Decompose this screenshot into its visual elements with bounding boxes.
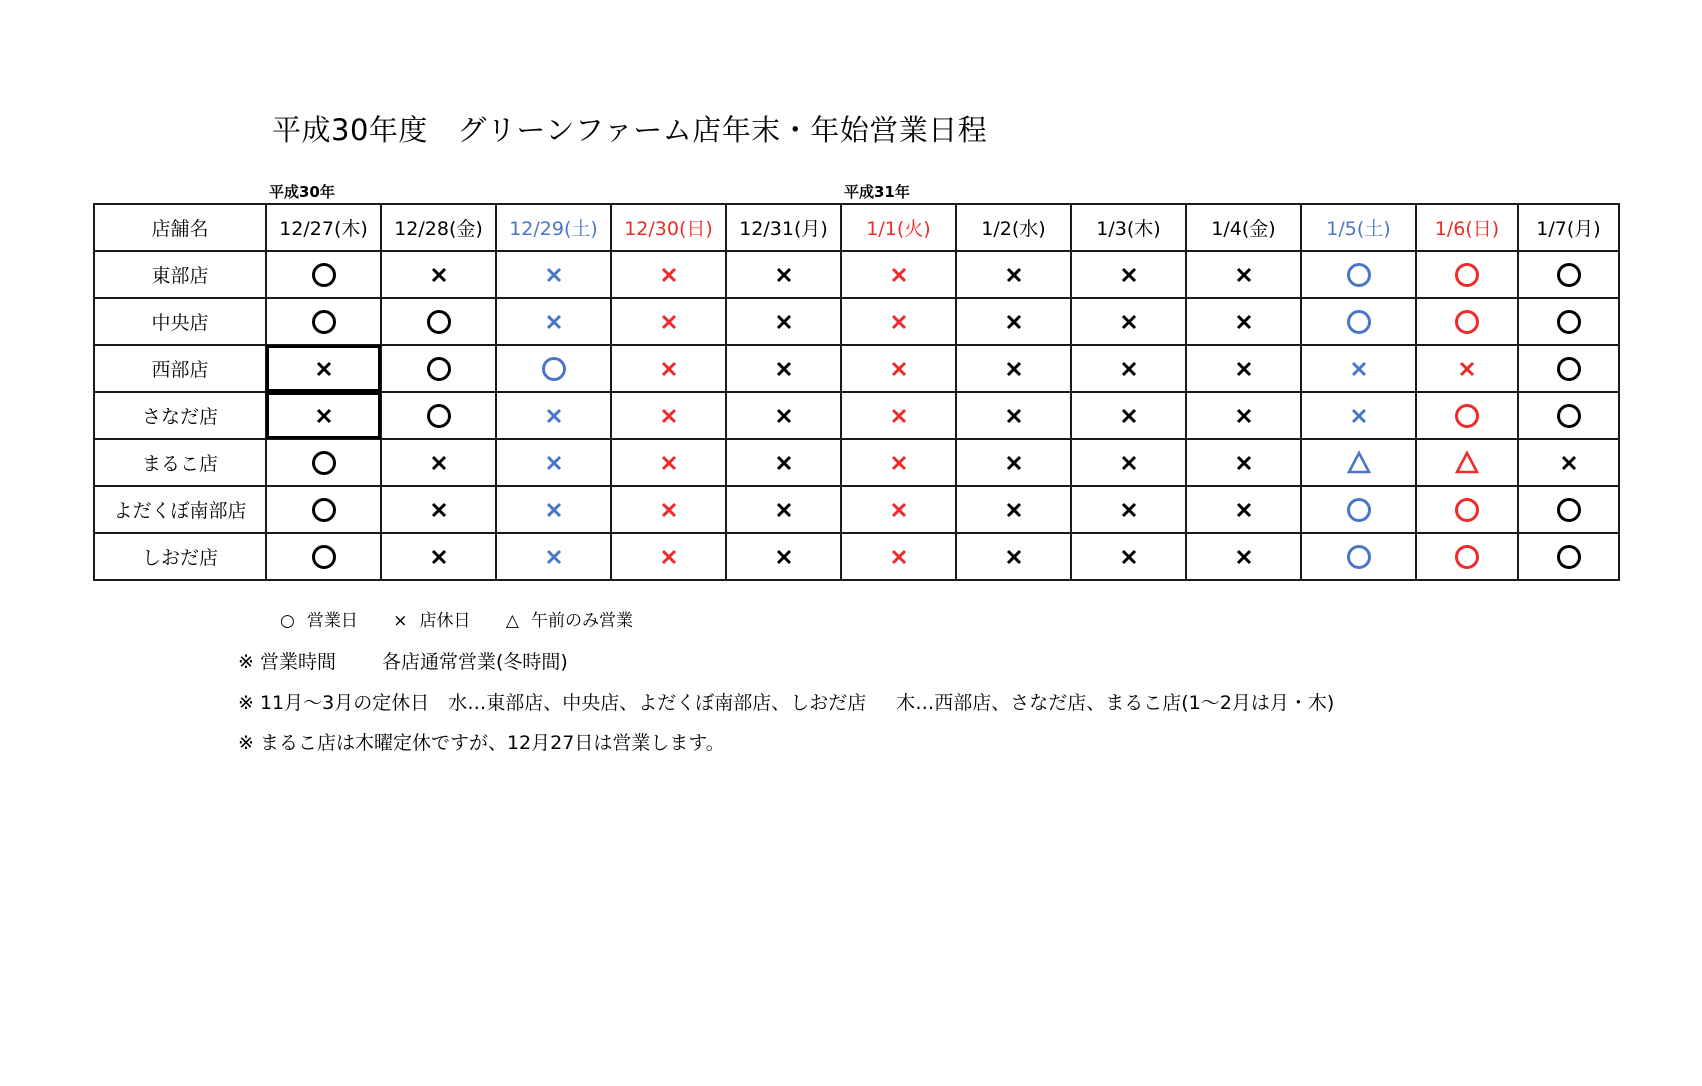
date-header: 12/28(金) xyxy=(381,204,496,251)
schedule-cell xyxy=(841,533,956,580)
schedule-cell xyxy=(1518,439,1619,486)
schedule-cell xyxy=(841,345,956,392)
schedule-cell xyxy=(381,298,496,345)
schedule-cell xyxy=(1071,486,1186,533)
cross-icon xyxy=(1114,260,1144,290)
schedule-cell xyxy=(496,533,611,580)
schedule-cell xyxy=(381,439,496,486)
schedule-cell xyxy=(726,251,841,298)
cross-icon xyxy=(1114,354,1144,384)
circle-icon xyxy=(1344,307,1374,337)
schedule-cell xyxy=(1301,251,1416,298)
schedule-cell xyxy=(726,298,841,345)
schedule-cell xyxy=(841,251,956,298)
note-holiday-prefix: ※ 11月～3月の定休日 水…東部店、中央店、よだくぼ南部店、しおだ店 xyxy=(238,692,867,714)
cross-icon xyxy=(884,495,914,525)
date-header: 12/30(日) xyxy=(611,204,726,251)
store-name-header: 店舗名 xyxy=(94,204,266,251)
page-title: 平成30年度 グリーンファーム店年末・年始営業日程 xyxy=(272,113,988,147)
schedule-cell xyxy=(381,251,496,298)
schedule-cell xyxy=(1416,251,1518,298)
triangle-icon xyxy=(1344,448,1374,478)
cross-icon xyxy=(539,542,569,572)
schedule-cell xyxy=(1518,486,1619,533)
schedule-cell xyxy=(1071,533,1186,580)
cross-icon xyxy=(424,495,454,525)
cross-icon xyxy=(769,307,799,337)
schedule-cell xyxy=(1416,486,1518,533)
circle-icon xyxy=(309,448,339,478)
table-row xyxy=(94,486,1619,533)
cross-icon xyxy=(424,542,454,572)
schedule-cell xyxy=(1301,486,1416,533)
cross-icon xyxy=(1229,260,1259,290)
schedule-cell xyxy=(496,345,611,392)
schedule-cell xyxy=(611,298,726,345)
legend-open-label: 営業日 xyxy=(306,611,358,631)
cross-icon xyxy=(1229,542,1259,572)
schedule-cell xyxy=(611,533,726,580)
cross-icon xyxy=(884,307,914,337)
table-row xyxy=(94,533,1619,580)
circle-icon xyxy=(424,354,454,384)
cross-icon xyxy=(424,260,454,290)
schedule-cell xyxy=(1186,533,1301,580)
circle-icon xyxy=(1344,542,1374,572)
date-header: 1/5(土) xyxy=(1301,204,1416,251)
schedule-cell xyxy=(956,251,1071,298)
circle-icon xyxy=(424,401,454,431)
schedule-cell xyxy=(611,439,726,486)
circle-icon xyxy=(309,495,339,525)
era-label-heisei31: 平成31年 xyxy=(844,183,910,201)
date-header: 1/3(木) xyxy=(1071,204,1186,251)
store-name-cell: さなだ店 xyxy=(94,392,266,439)
circle-icon xyxy=(1554,542,1584,572)
note-hours-text: 各店通常営業(冬時間) xyxy=(381,651,568,673)
cross-icon xyxy=(309,354,339,384)
cross-icon xyxy=(884,260,914,290)
schedule-cell xyxy=(266,251,381,298)
cross-icon xyxy=(1229,307,1259,337)
schedule-cell xyxy=(1301,533,1416,580)
date-header: 1/7(月) xyxy=(1518,204,1619,251)
schedule-cell xyxy=(496,298,611,345)
schedule-cell xyxy=(1518,533,1619,580)
schedule-cell xyxy=(1416,345,1518,392)
circle-icon xyxy=(1452,495,1482,525)
schedule-cell xyxy=(1301,298,1416,345)
cross-icon xyxy=(999,495,1029,525)
cross-icon xyxy=(999,260,1029,290)
era-label-heisei30: 平成30年 xyxy=(269,183,335,201)
table-row xyxy=(94,298,1619,345)
schedule-cell xyxy=(381,392,496,439)
schedule-cell xyxy=(1518,392,1619,439)
schedule-cell xyxy=(1071,251,1186,298)
schedule-table xyxy=(93,203,1620,581)
table-row xyxy=(94,392,1619,439)
cross-icon xyxy=(1229,495,1259,525)
legend-half-symbol: △ xyxy=(505,611,519,631)
schedule-cell xyxy=(1071,392,1186,439)
header-row xyxy=(94,204,1619,251)
cross-icon xyxy=(769,354,799,384)
date-header: 12/31(月) xyxy=(726,204,841,251)
cross-icon xyxy=(539,448,569,478)
cross-icon xyxy=(654,354,684,384)
circle-icon xyxy=(424,307,454,337)
schedule-cell xyxy=(1518,251,1619,298)
schedule-cell xyxy=(381,345,496,392)
legend-half-label: 午前のみ営業 xyxy=(530,611,633,631)
cross-icon xyxy=(1344,354,1374,384)
circle-icon xyxy=(1344,495,1374,525)
table-body xyxy=(94,251,1619,580)
circle-icon xyxy=(1452,401,1482,431)
cross-icon xyxy=(884,354,914,384)
circle-icon xyxy=(1344,260,1374,290)
circle-icon xyxy=(309,307,339,337)
schedule-cell xyxy=(381,486,496,533)
schedule-cell xyxy=(841,298,956,345)
note-hours-prefix: ※ 営業時間 xyxy=(238,651,336,673)
cross-icon xyxy=(1344,401,1374,431)
store-name-cell: 西部店 xyxy=(94,345,266,392)
cross-icon xyxy=(309,401,339,431)
schedule-cell xyxy=(1186,392,1301,439)
schedule-cell xyxy=(496,392,611,439)
cross-icon xyxy=(999,354,1029,384)
schedule-cell xyxy=(1071,345,1186,392)
circle-icon xyxy=(309,260,339,290)
schedule-cell xyxy=(1186,251,1301,298)
schedule-cell xyxy=(726,533,841,580)
cross-icon xyxy=(654,495,684,525)
circle-icon xyxy=(1554,401,1584,431)
circle-icon xyxy=(1554,260,1584,290)
date-header: 1/6(日) xyxy=(1416,204,1518,251)
schedule-cell xyxy=(611,392,726,439)
circle-icon xyxy=(1452,542,1482,572)
schedule-cell xyxy=(1186,298,1301,345)
cross-icon xyxy=(539,307,569,337)
schedule-cell xyxy=(496,486,611,533)
schedule-cell xyxy=(841,439,956,486)
circle-icon xyxy=(1452,260,1482,290)
schedule-cell xyxy=(1416,533,1518,580)
circle-icon xyxy=(1554,354,1584,384)
store-name-cell: よだくぼ南部店 xyxy=(94,486,266,533)
schedule-cell xyxy=(956,486,1071,533)
cross-icon xyxy=(999,401,1029,431)
cross-icon xyxy=(1114,495,1144,525)
cross-icon xyxy=(424,448,454,478)
schedule-cell xyxy=(1518,298,1619,345)
schedule-cell xyxy=(841,486,956,533)
schedule-cell xyxy=(726,345,841,392)
schedule-cell xyxy=(1416,298,1518,345)
cross-icon xyxy=(769,401,799,431)
schedule-cell xyxy=(1071,298,1186,345)
schedule-cell xyxy=(266,345,381,392)
circle-icon xyxy=(539,354,569,384)
cross-icon xyxy=(999,448,1029,478)
schedule-cell xyxy=(381,533,496,580)
cross-icon xyxy=(1229,448,1259,478)
cross-icon xyxy=(654,448,684,478)
date-header: 12/29(土) xyxy=(496,204,611,251)
cross-icon xyxy=(999,307,1029,337)
schedule-cell xyxy=(956,298,1071,345)
circle-icon xyxy=(1452,307,1482,337)
store-name-cell: まるこ店 xyxy=(94,439,266,486)
schedule-cell xyxy=(726,392,841,439)
cross-icon xyxy=(884,401,914,431)
schedule-cell xyxy=(956,533,1071,580)
schedule-cell xyxy=(266,533,381,580)
cross-icon xyxy=(1229,354,1259,384)
cross-icon xyxy=(769,448,799,478)
schedule-cell xyxy=(841,392,956,439)
cross-icon xyxy=(884,448,914,478)
schedule-cell xyxy=(1301,439,1416,486)
schedule-cell xyxy=(726,439,841,486)
store-name-cell: 東部店 xyxy=(94,251,266,298)
cross-icon xyxy=(769,260,799,290)
legend-closed-label: 店休日 xyxy=(419,611,471,631)
cross-icon xyxy=(999,542,1029,572)
cross-icon xyxy=(769,495,799,525)
cross-icon xyxy=(769,542,799,572)
note-maruko: ※ まるこ店は木曜定休ですが、12月27日は営業します。 xyxy=(238,732,725,754)
date-header: 1/1(火) xyxy=(841,204,956,251)
schedule-cell xyxy=(1186,345,1301,392)
cross-icon xyxy=(539,495,569,525)
date-header: 1/4(金) xyxy=(1186,204,1301,251)
legend xyxy=(280,606,663,631)
schedule-cell xyxy=(611,251,726,298)
schedule-cell xyxy=(1416,392,1518,439)
cross-icon xyxy=(1114,448,1144,478)
schedule-cell xyxy=(266,439,381,486)
store-name-cell: 中央店 xyxy=(94,298,266,345)
schedule-cell xyxy=(496,251,611,298)
schedule-cell xyxy=(1518,345,1619,392)
cross-icon xyxy=(1114,307,1144,337)
schedule-cell xyxy=(1071,439,1186,486)
date-header: 1/2(水) xyxy=(956,204,1071,251)
cross-icon xyxy=(539,260,569,290)
circle-icon xyxy=(1554,307,1584,337)
schedule-cell xyxy=(956,392,1071,439)
store-name-cell: しおだ店 xyxy=(94,533,266,580)
schedule-cell xyxy=(496,439,611,486)
schedule-cell xyxy=(956,439,1071,486)
schedule-cell xyxy=(266,486,381,533)
schedule-cell xyxy=(1301,345,1416,392)
cross-icon xyxy=(1452,354,1482,384)
cross-icon xyxy=(1554,448,1584,478)
cross-icon xyxy=(884,542,914,572)
schedule-cell xyxy=(1186,486,1301,533)
table-row xyxy=(94,251,1619,298)
note-regular-holidays xyxy=(238,688,1334,715)
legend-open xyxy=(280,611,358,631)
schedule-cell xyxy=(956,345,1071,392)
legend-half xyxy=(506,611,633,631)
legend-open-symbol: ○ xyxy=(280,611,295,631)
cross-icon xyxy=(654,307,684,337)
cross-icon xyxy=(654,260,684,290)
schedule-cell xyxy=(1301,392,1416,439)
schedule-cell xyxy=(611,345,726,392)
date-header: 12/27(木) xyxy=(266,204,381,251)
note-holiday-text: 木…西部店、さなだ店、まるこ店(1～2月は月・木) xyxy=(896,692,1335,714)
legend-closed xyxy=(393,611,470,631)
cross-icon xyxy=(1114,401,1144,431)
legend-closed-symbol: × xyxy=(393,611,408,631)
note-business-hours xyxy=(238,647,568,674)
cross-icon xyxy=(1229,401,1259,431)
schedule-cell xyxy=(266,392,381,439)
circle-icon xyxy=(309,542,339,572)
cross-icon xyxy=(539,401,569,431)
schedule-cell xyxy=(1186,439,1301,486)
cross-icon xyxy=(1114,542,1144,572)
triangle-icon xyxy=(1452,448,1482,478)
schedule-cell xyxy=(266,298,381,345)
schedule-cell xyxy=(726,486,841,533)
schedule-cell xyxy=(611,486,726,533)
schedule-cell xyxy=(1416,439,1518,486)
table-row xyxy=(94,345,1619,392)
cross-icon xyxy=(654,401,684,431)
table-row xyxy=(94,439,1619,486)
cross-icon xyxy=(654,542,684,572)
circle-icon xyxy=(1554,495,1584,525)
